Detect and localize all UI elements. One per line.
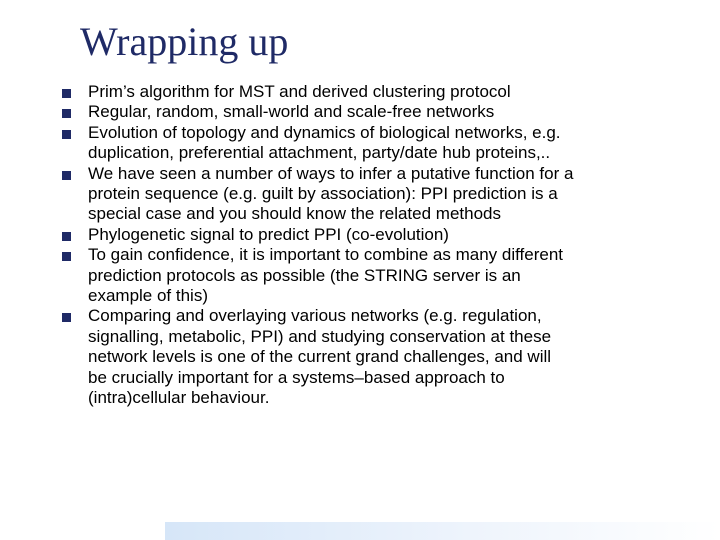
bullet-text: Comparing and overlaying various networks (e.g. regulation, signalling, metabolic, PPI) and studying conservation at these network levels is one of the current grand challenges, and will be crucially important for a systems–based approach to (intra)cellular behaviour. [88,306,552,408]
bullet-item [62,225,682,245]
slide-title: Wrapping up [80,19,289,64]
bullet-text: We have seen a number of ways to infer a putative function for a protein sequence (e.g. guilt by association): PPI prediction is a special case and you should know the related methods [88,163,574,224]
bullet-item [62,164,682,225]
bullet-text: Prim’s algorithm for MST and derived clustering protocol [88,82,511,101]
bullet-text: To gain confidence, it is important to combine as many different prediction protocols as possible (the STRING server is an example of this) [88,245,563,306]
square-bullet-icon [62,130,71,139]
square-bullet-icon [62,89,71,98]
bullet-list [62,82,682,409]
footer-gradient-band [165,522,720,540]
bullet-item [62,245,682,306]
bullet-item [62,102,682,122]
square-bullet-icon [62,313,71,322]
bullet-text: Regular, random, small-world and scale-free networks [88,102,495,122]
bullet-item [62,123,682,164]
square-bullet-icon [62,171,71,180]
bullet-text: Evolution of topology and dynamics of biological networks, e.g. duplication, preferential attachment, party/date hub proteins,.. [88,122,561,163]
bullet-item [62,82,682,102]
square-bullet-icon [62,109,71,118]
bullet-text: Phylogenetic signal to predict PPI (co-evolution) [88,224,449,244]
bullet-item [62,306,682,408]
square-bullet-icon [62,252,71,261]
square-bullet-icon [62,232,71,241]
